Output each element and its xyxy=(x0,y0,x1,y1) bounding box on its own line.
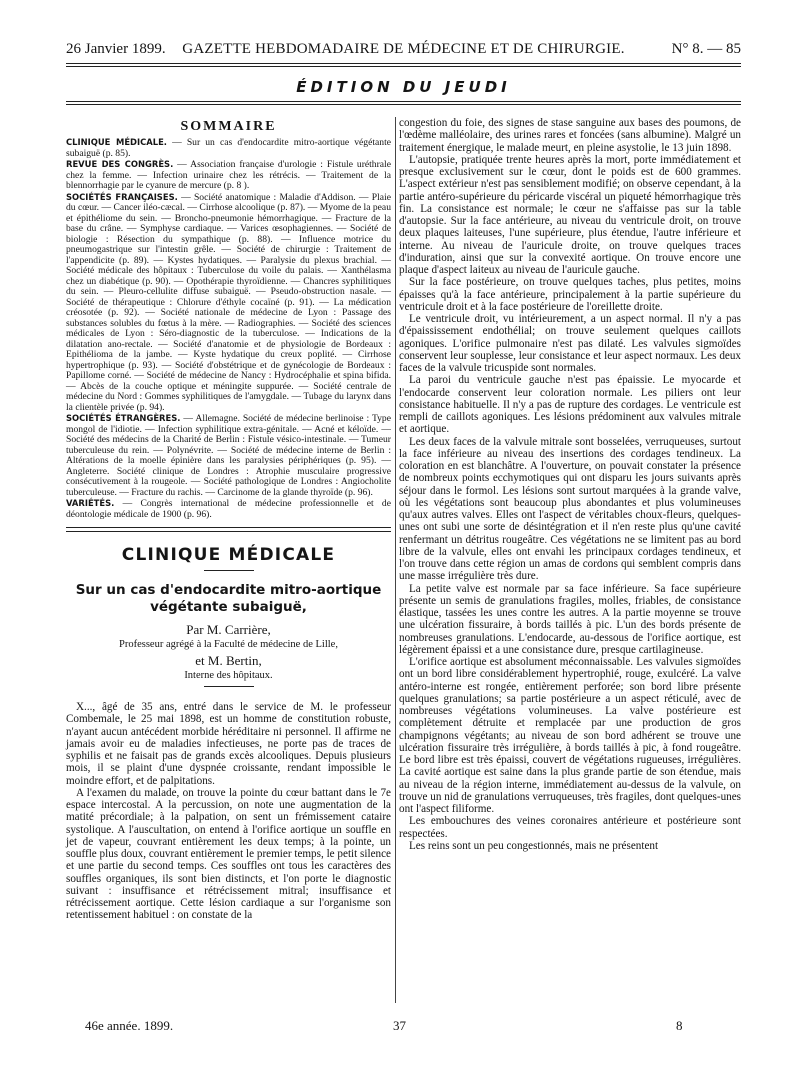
byline-rule xyxy=(204,686,254,687)
body-paragraph: A l'examen du malade, on trouve la pointe du cœur battant dans le 7e espace intercostal. A la percussion, on note une augmentation de la matité précordiale; à la palpation, on sent un frémissement cataire systolique. A l'auscultation, on entend à l'orifice aortique un souffle en jet de vapeur, couvrant entièrement les deux temps; à la pointe, un souffle plus doux, couvrant entièrement le premier temps, le petit silence et une partie du second temps. Ces souffles ont tous les caractères des souffles organiques, ils sont bien distincts, et l'on porte le diagnostic suivant : insuffisance et rétrécissement mitral; insuffisance et rétrécissement aortique. Cette lésion cardiaque a sur l'organisme son retentissement habituel : on constate de la xyxy=(66,786,391,922)
footer-sheet-number: 37 xyxy=(393,1018,406,1033)
sommaire-item-text: — Association française d'urologie : Fistule uréthrale chez la femme. — Infection urinaire chez les rétrécis. — Traitement de la blennorrhagie par le cyanure de mercure (p. 8 ). xyxy=(66,159,391,191)
body-paragraph: Les embouchures des veines coronaires antérieure et postérieure sont respectées. xyxy=(399,815,741,840)
sommaire-list xyxy=(66,137,391,520)
sommaire-item-key: REVUE DES CONGRÈS. xyxy=(66,159,174,169)
sommaire-item-key: CLINIQUE MÉDICALE. xyxy=(66,137,167,147)
body-paragraph: Le ventricule droit, vu intérieurement, a un aspect normal. Il n'y a pas d'épaississement endothélial; on trouve seulement quelques caillots agoniques. L'orifice pulmonaire n'est pas dilaté. Les valvules sigmoïdes conservent leur souplesse, leur consistance et leur aspect normaux. Les deux faces de la valvule tricuspide sont normales. xyxy=(399,313,741,374)
edition-rule-double xyxy=(66,104,741,105)
footer-signature: 8 xyxy=(676,1018,683,1033)
journal-title: GAZETTE HEBDOMADAIRE DE MÉDECINE ET DE CHIRURGIE. xyxy=(182,41,625,57)
sommaire-item-key: SOCIÉTÉS FRANÇAISES. xyxy=(66,191,178,202)
sommaire-item xyxy=(66,413,391,498)
sommaire-title: SOMMAIRE xyxy=(180,119,277,134)
sommaire-item xyxy=(66,192,391,414)
section-rule xyxy=(66,527,391,528)
sommaire-item xyxy=(66,498,391,520)
sommaire-item-key: SOCIÉTÉS ÉTRANGÈRES. xyxy=(66,413,181,423)
section-rule-double xyxy=(66,531,391,532)
body-paragraph: congestion du foie, des signes de stase sanguine aux bases des poumons, de l'œdème malléolaire, des urines rares et foncées (sans albumine). Malgré un traitement énergique, le malade meurt, en pleine asystolie, le 13 juin 1898. xyxy=(399,117,741,154)
edition-rule xyxy=(66,101,741,102)
body-paragraph: Les deux faces de la valvule mitrale sont bosselées, verruqueuses, surtout la face inférieure au niveau des insertions des cordages tendineux. La coloration en est blanchâtre. A l'ouverture, on pouvait constater la présence de nombreux points ecchymotiques qui ont disparu les jours suivants après séjour dans le formol. Les lésions sont surtout marquées à la grande valve, où les végétations sont beaucoup plus abondantes et plus volumineuses qu'aux autres valves. Elles ont l'aspect de véritables choux-fleurs, quelques-unes ont subi une sorte de désintégration et il n'en reste plus qu'une cavité renfermant un détritus rougeâtre. Ces végétations ne se limitent pas au bord libre de la valvule, elles ont envahi les principaux cordages tendineux, et l'on trouve dans cette région un amas de cordons qui semblent compris dans une masse irrégulière très dure. xyxy=(399,435,741,583)
issue-date: 26 Janvier 1899. xyxy=(66,41,166,57)
left-column xyxy=(66,117,391,922)
body-paragraph: L'orifice aortique est absolument méconnaissable. Les valvules sigmoïdes ont un bord libre considérablement hypertrophié, rouge, exulcéré. La valve antéro-interne est rongée, entièrement perforée; son bord libre présente quelques granulations; sa partie postérieure a un aspect réticulé, avec de nombreuses végétations volumineuses. La valve postérieure est complètement détruite et remplacée par une production de gros champignons végétants; au niveau de son bord adhérent se trouve une ulcération fissuraire très irrégulière, à bords taillés à pic, à fond rougeâtre. Le bord libre est très épaissi, couvert de végétations rugueuses, irrégulières. La cavité aortique est saine dans la plus grande partie de son étendue, mais au niveau de la région interne, immédiatement au-dessus de la valvule, on trouve un nid de granulations verruqueuses, très fragiles, dont quelques-unes ont l'aspect filiforme. xyxy=(399,656,741,815)
section-title: CLINIQUE MÉDICALE xyxy=(121,545,336,565)
body-paragraph: La paroi du ventricule gauche n'est pas épaissie. Le myocarde et l'endocarde conservent leur coloration normale. Les piliers ont leur consistance habituelle. Il n'y a pas de rupture des cordages. Le ventricule est rempli de caillots agoniques. Les lésions prédominent aux valvules mitrale et aortique. xyxy=(399,374,741,436)
running-header xyxy=(66,37,741,61)
sommaire-item-text: — Société anatomique : Maladie d'Addison. — Plaie du cœur. — Cancer iléo-cæcal. — Cirrhose alcoolique (p. 87). — Myome de la peau et épithéliome du sein. — Broncho-pneumonie hémorrhagique. — Fracture de la base du crâne. — Symphyse cardiaque. — Varices œsophagiennes. — Société de biologie : Résection du sympathique (p. 88). — Influence motrice du pneumogastrique sur l'intestin grêle. — Société de chirurgie : Traitement de l'appendicite (p. 89). — Kystes hydatiques. — Paralysie du plexus brachial. — Société médicale des hôpitaux : Tuberculose du voile du palais. — Xanthélasma chez un diabétique (p. 90). — Opothérapie thyroïdienne. — Chancres syphilitiques du sein. — Pleuro-cellulite diffuse subaiguë. — Pseudo-obstruction nasale. — Société de thérapeutique : Chlorure d'éthyle cocaïné (p. 91). — La médication créosotée (p. 92). — Société nationale de médecine de Lyon : Passage des substances solubles du fœtus à la mère. — Radiographies. — Société des sciences médicales de Lyon : Séro-diagnostic de la tuberculose. — Indications de la dilatation ano-rectale. — Société d'anatomie et de physiologie de Bordeaux : Epithélioma de la jambe. — Kyste hydatique du creux poplité. — Cirrhose hypertrophique (p. 93). — Société d'obstétrique et de gynécologie de Bordeaux : Papillome corné. — Société de médecine de Nancy : Hydrocéphalie et spina bifida. — Abcès de la couche optique et méningite suppurée. — Société centrale de médecine du Nord : Gommes syphilitiques de l'amygdale. — Tubage du larynx dans la clientèle privée (p. 94). xyxy=(66,191,391,413)
edition-title: ÉDITION DU JEUDI xyxy=(296,78,511,96)
author-1: Par M. Carrière, xyxy=(186,622,271,637)
sommaire-item-text: — Sur un cas d'endocardite mitro-aortique végétante subaiguë (p. 85). xyxy=(66,137,391,159)
right-column xyxy=(399,117,741,852)
body-paragraph: Les reins sont un peu congestionnés, mais ne présentent xyxy=(409,839,659,852)
body-paragraph: Sur la face postérieure, on trouve quelques taches, plus petites, moins épaisses qu'à la face antérieure, principalement à la partie supérieure du ventricule droit et à la face postérieure de l'oreillette droite. xyxy=(399,276,741,313)
article-title: Sur un cas d'endocardite mitro-aortique végétante subaiguë, xyxy=(75,582,382,615)
sommaire-item xyxy=(66,159,391,192)
body-paragraph: X..., âgé de 35 ans, entré dans le service de M. le professeur Combemale, le 25 mai 1898, est un homme de constitution robuste, n'ayant aucun antécédent morbide héréditaire ni personnel. Il affirme ne jamais avoir eu de maladies infectieuses, ne porte pas de traces de syphilis et ne faisait pas de grands excès alcooliques. Depuis plusieurs mois, il se plaint d'une dyspnée croissante, rendant impossible le moindre effort, et de palpitations. xyxy=(66,701,391,787)
author-1-role: Professeur agrégé à la Faculté de médecine de Lille, xyxy=(119,639,338,650)
author-2-role: Interne des hôpitaux. xyxy=(184,670,273,681)
sommaire-item-text: — Congrès international de médecine professionnelle et de déontologie médicale de 1900 (p. 96). xyxy=(66,498,391,520)
header-rule-double xyxy=(66,66,741,67)
title-rule xyxy=(204,570,254,571)
sommaire-item xyxy=(66,137,391,159)
issue-number: N° 8. — 85 xyxy=(671,41,741,57)
sommaire-item-text: — Allemagne. Société de médecine berlinoise : Type mongol de l'idiotie. — Infection syphilitique extra-génitale. — Acné et kéloïde. — Société des médecins de la Charité de Berlin : Fistule vésico-intestinale. — Tumeur tuberculeuse du rein. — Polynévrite. — Société de médecine interne de Berlin : Altérations de la moelle épinière dans les paralysies périphériques (p. 95). — Angleterre. Société clinique de Londres : Atrophie musculaire progressive consécutivement à la rougeole. — Société pathologique de Londres : Angiocholite tuberculeuse. — Fracture du rachis. — Carcinome de la glande thyroïde (p. 96). xyxy=(66,413,391,498)
sommaire-item-key: VARIÉTÉS. xyxy=(66,498,115,508)
author-2: et M. Bertin, xyxy=(195,653,262,668)
body-paragraph: L'autopsie, pratiquée trente heures après la mort, porte immédiatement et presque exclusivement sur le cœur, dont le poids est de 600 grammes. L'aspect extérieur n'est pas sensiblement modifié; on observe cependant, à la partie antéro-supérieure du péricarde viscéral un piqueté hémorrhagique très fin. La consistance est normale; le cœur ne s'affaisse pas sur la table d'autopsie. Sur la face antérieure, au niveau du ventricule droit, on trouve deux plaques laiteuses, l'une supérieure, plus étendue, l'autre inférieure et interne. Au niveau de l'auricule droite, on trouve quelques traces d'induration, ainsi que sur la convexité aortique. On trouve encore une plaque d'aspect laiteux au niveau de l'auricule gauche. xyxy=(399,153,741,276)
header-rule xyxy=(66,63,741,64)
body-paragraph: La petite valve est normale par sa face inférieure. Sa face supérieure présente un semis de granulations fragiles, molles, friables, de consistance élastique, tassées les unes contre les autres. A la partie moyenne se trouve une ulcération fissuraire, à bords taillés à pic. L'un des bords présente de nombreuses granulations. L'endocarde, au-dessous de l'orifice aortique, est légèrement épaissi et a une consistance dure, presque cartilagineuse. xyxy=(399,582,741,656)
column-separator xyxy=(395,117,396,1003)
footer-year: 46e année. 1899. xyxy=(85,1018,174,1033)
